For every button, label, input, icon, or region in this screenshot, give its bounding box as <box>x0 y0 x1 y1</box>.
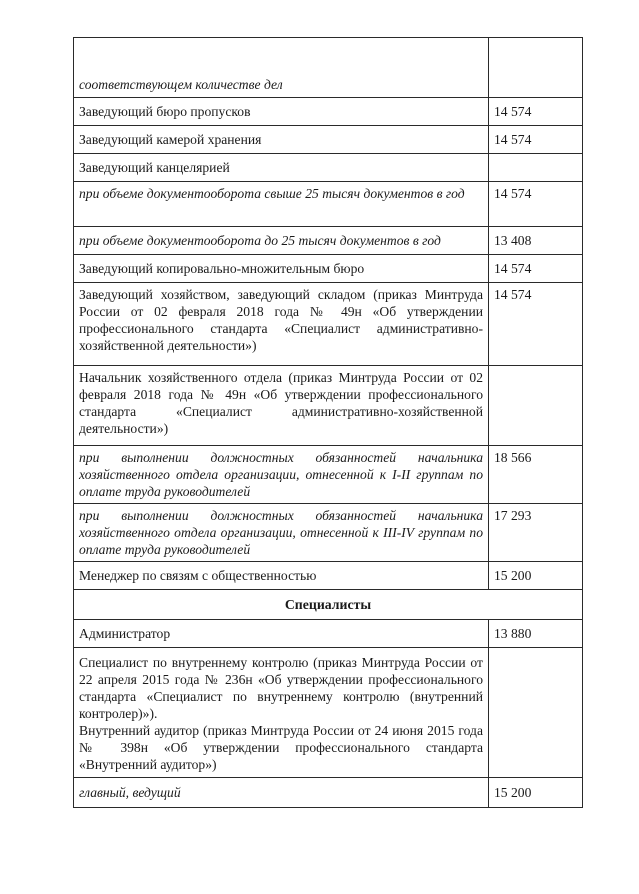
table-row <box>74 778 583 808</box>
table-row <box>74 38 583 98</box>
table-row <box>74 620 583 648</box>
table-row <box>74 366 583 446</box>
salary-value: 14 574 <box>489 126 583 154</box>
salary-value: 14 574 <box>489 98 583 126</box>
salary-value: 15 200 <box>489 562 583 590</box>
table-row <box>74 255 583 283</box>
position-name: Начальник хозяйственного отдела (приказ Минтруда России от 02 февраля 2018 года № 49н «Об утверждении профессионального стандарта «Специалист административно-хозяйственной деятельности») <box>74 366 489 446</box>
position-name: Заведующий камерой хранения <box>74 126 489 154</box>
salary-value: 15 200 <box>489 778 583 808</box>
salary-value: 13 880 <box>489 620 583 648</box>
table-row <box>74 98 583 126</box>
table-row <box>74 182 583 227</box>
position-name: Заведующий хозяйством, заведующий складом (приказ Минтруда России от 02 февраля 2018 года № 49н «Об утверждении профессионального стандарта «Специалист административно-хозяйственной деятельности») <box>74 283 489 366</box>
position-name: Заведующий канцелярией <box>74 154 489 182</box>
salary-value: 14 574 <box>489 283 583 366</box>
salary-value: 13 408 <box>489 227 583 255</box>
position-name: Администратор <box>74 620 489 648</box>
table-row <box>74 446 583 504</box>
salary-value <box>489 154 583 182</box>
salary-table <box>73 37 583 808</box>
position-name: при выполнении должностных обязанностей начальника хозяйственного отдела организации, отнесенной к III-IV группам по оплате труда руководителей <box>74 504 489 562</box>
position-name: Заведующий бюро пропусков <box>74 98 489 126</box>
table-row <box>74 126 583 154</box>
salary-value: 18 566 <box>489 446 583 504</box>
table-row <box>74 154 583 182</box>
table-row <box>74 227 583 255</box>
salary-value: 17 293 <box>489 504 583 562</box>
position-name: Менеджер по связям с общественностью <box>74 562 489 590</box>
position-name: при объеме документооборота свыше 25 тысяч документов в год <box>74 182 489 227</box>
position-name: Заведующий копировально-множительным бюро <box>74 255 489 283</box>
salary-value <box>489 648 583 778</box>
salary-value <box>489 366 583 446</box>
table-row <box>74 562 583 590</box>
salary-value: 14 574 <box>489 255 583 283</box>
table-row <box>74 283 583 366</box>
position-name: соответствующем количестве дел <box>74 38 489 98</box>
position-name <box>74 648 489 778</box>
position-name: при выполнении должностных обязанностей начальника хозяйственного отдела организации, отнесенной к I-II группам по оплате труда руководителей <box>74 446 489 504</box>
position-name-part: Специалист по внутреннему контролю (приказ Минтруда России от 22 апреля 2015 года № 236н «Об утверждении профессионального стандарта «Специалист по внутреннему контролю (внутренний контролер)»). <box>79 655 483 721</box>
section-header-row <box>74 590 583 620</box>
section-title: Специалисты <box>74 590 583 620</box>
salary-value: 14 574 <box>489 182 583 227</box>
position-name: при объеме документооборота до 25 тысяч документов в год <box>74 227 489 255</box>
position-name: главный, ведущий <box>74 778 489 808</box>
salary-value <box>489 38 583 98</box>
table-row <box>74 648 583 778</box>
position-name-part: Внутренний аудитор (приказ Минтруда России от 24 июня 2015 года № 398н «Об утверждении профессионального стандарта «Внутренний аудитор») <box>79 723 483 772</box>
table-row <box>74 504 583 562</box>
